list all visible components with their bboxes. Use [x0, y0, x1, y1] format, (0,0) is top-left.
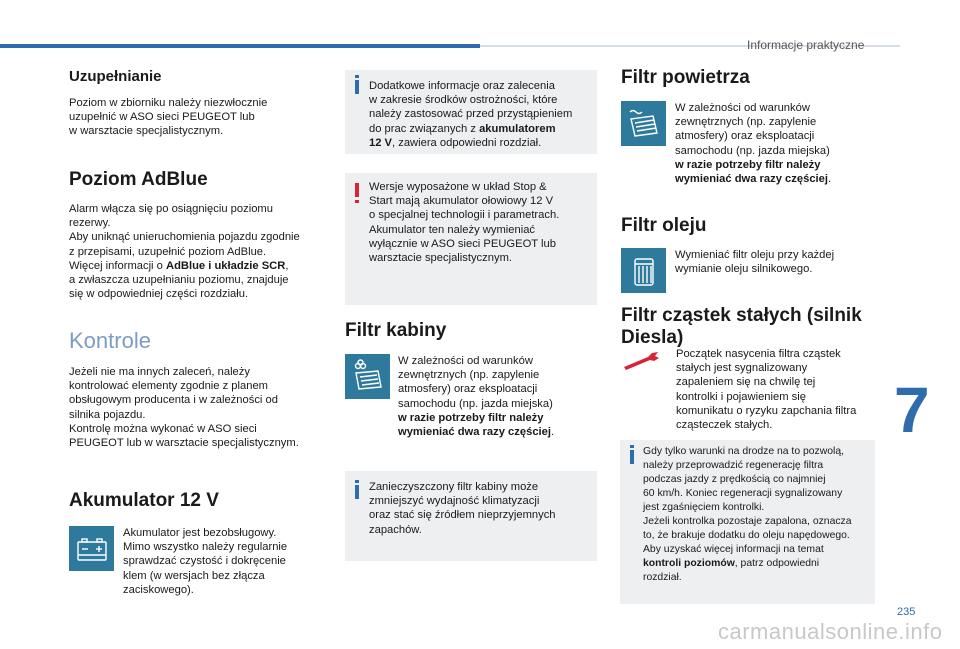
- filtr-oleju-text: Wymieniać filtr oleju przy każdej wymianie oleju silnikowego.: [675, 249, 835, 276]
- battery-icon: [69, 526, 114, 571]
- section-title: Informacje praktyczne: [747, 38, 865, 52]
- cabin-filter-icon: [345, 354, 390, 399]
- filtr-kabiny-title: Filtr kabiny: [345, 320, 447, 341]
- page-number: 235: [897, 606, 916, 618]
- info-icon: [355, 80, 359, 94]
- uzupelnianie-title: Uzupełnianie: [69, 68, 162, 85]
- kontrole-title: Kontrole: [69, 328, 151, 353]
- filtr-kabiny-text: W zależności od warunków zewnętrznych (np. zapylenie atmosfery) oraz eksploatacji samochodu (np. jazda miejska) w razie potrzeby filtr należy wymieniać dwa razy częściej.: [398, 355, 555, 439]
- air-filter-icon: [621, 101, 666, 146]
- filtr-czastek-title: Filtr cząstek stałych (silnik Diesla): [621, 305, 862, 348]
- chapter-number: 7: [894, 374, 930, 446]
- info-icon: [630, 450, 634, 464]
- header-bar: [0, 44, 480, 48]
- adblue-text: Alarm włącza się po osiągnięciu poziomu rezerwy. Aby uniknąć unieruchomienia pojazdu zgodnie z przepisami, uzupełnić poziom AdBlue. Więcej informacji o AdBlue i układzie SCR, a zwłaszcza uzupełnianiu poziomu, znajduje się w odpowiedniej części rozdziału.: [69, 203, 300, 301]
- filtr-oleju-title: Filtr oleju: [621, 215, 707, 236]
- info-box-battery-text: Dodatkowe informacje oraz zalecenia w zakresie środków ostrożności, które należy zastosować przed przystąpieniem do prac związanych z akumulatorem 12 V, zawiera odpowiedni rozdział.: [369, 80, 573, 149]
- watermark: carmanualsonline.info: [718, 619, 943, 644]
- uzupelnianie-text: Poziom w zbiorniku należy niezwłocznie uzupełnić w ASO sieci PEUGEOT lub w warsztacie specjalistycznym.: [69, 97, 268, 138]
- filtr-powietrza-title: Filtr powietrza: [621, 67, 750, 88]
- info-icon: [355, 485, 359, 499]
- filtr-czastek-text: Początek nasycenia filtra cząstek stałych jest sygnalizowany zapaleniem się na chwilę tej kontrolki i pojawieniem się komunikatu o ryzyku zapchania filtra cząsteczek stałych.: [676, 348, 857, 432]
- akumulator-title: Akumulator 12 V: [69, 490, 219, 511]
- filtr-powietrza-text: W zależności od warunków zewnętrznych (np. zapylenie atmosfery) oraz eksploatacji samochodu (np. jazda miejska) w razie potrzeby filtr należy wymieniać dwa razy częściej.: [675, 102, 832, 186]
- info-box-cabin-text: Zanieczyszczony filtr kabiny może zmniejszyć wydajność klimatyzacji oraz stać się źródłem nieprzyjemnych zapachów.: [369, 481, 556, 536]
- warning-box-text: Wersje wyposażone w układ Stop & Start mają akumulator ołowiowy 12 V o specjalnej technologii i parametrach. Akumulator ten należy wymieniać wyłącznie w ASO sieci PEUGEOT lub warsztacie specjalistycznym.: [369, 181, 560, 265]
- oil-filter-icon: [621, 248, 666, 293]
- adblue-ref: AdBlue i układzie SCR: [165, 259, 286, 272]
- info-box-regeneration-text: Gdy tylko warunki na drodze na to pozwolą, należy przeprowadzić regenerację filtra podczas jazdy z prędkością co najmniej 60 km/h. Koniec regeneracji sygnalizowany jest zgaśnięciem kontrolki. Jeżeli kontrolka pozostaje zapalona, oznacza to, że brakuje dodatku do oleju napędowego. Aby uzyskać więcej informacji na temat kontroli poziomów, patrz odpowiedni rozdział.: [643, 446, 852, 583]
- wrench-icon: [622, 349, 662, 371]
- kontrole-text: Jeżeli nie ma innych zaleceń, należy kontrolować elementy zgodnie z planem obsługowym producenta i w zależności od silnika pojazdu. Kontrolę można wykonać w ASO sieci PEUGEOT lub w warsztacie specjalistycznym.: [69, 366, 299, 450]
- warning-icon: [355, 183, 359, 197]
- adblue-title: Poziom AdBlue: [69, 169, 208, 190]
- akumulator-text: Akumulator jest bezobsługowy. Mimo wszystko należy regularnie sprawdzać czystość i dokręcenie klem (w wersjach bez złącza zaciskowego).: [123, 527, 288, 596]
